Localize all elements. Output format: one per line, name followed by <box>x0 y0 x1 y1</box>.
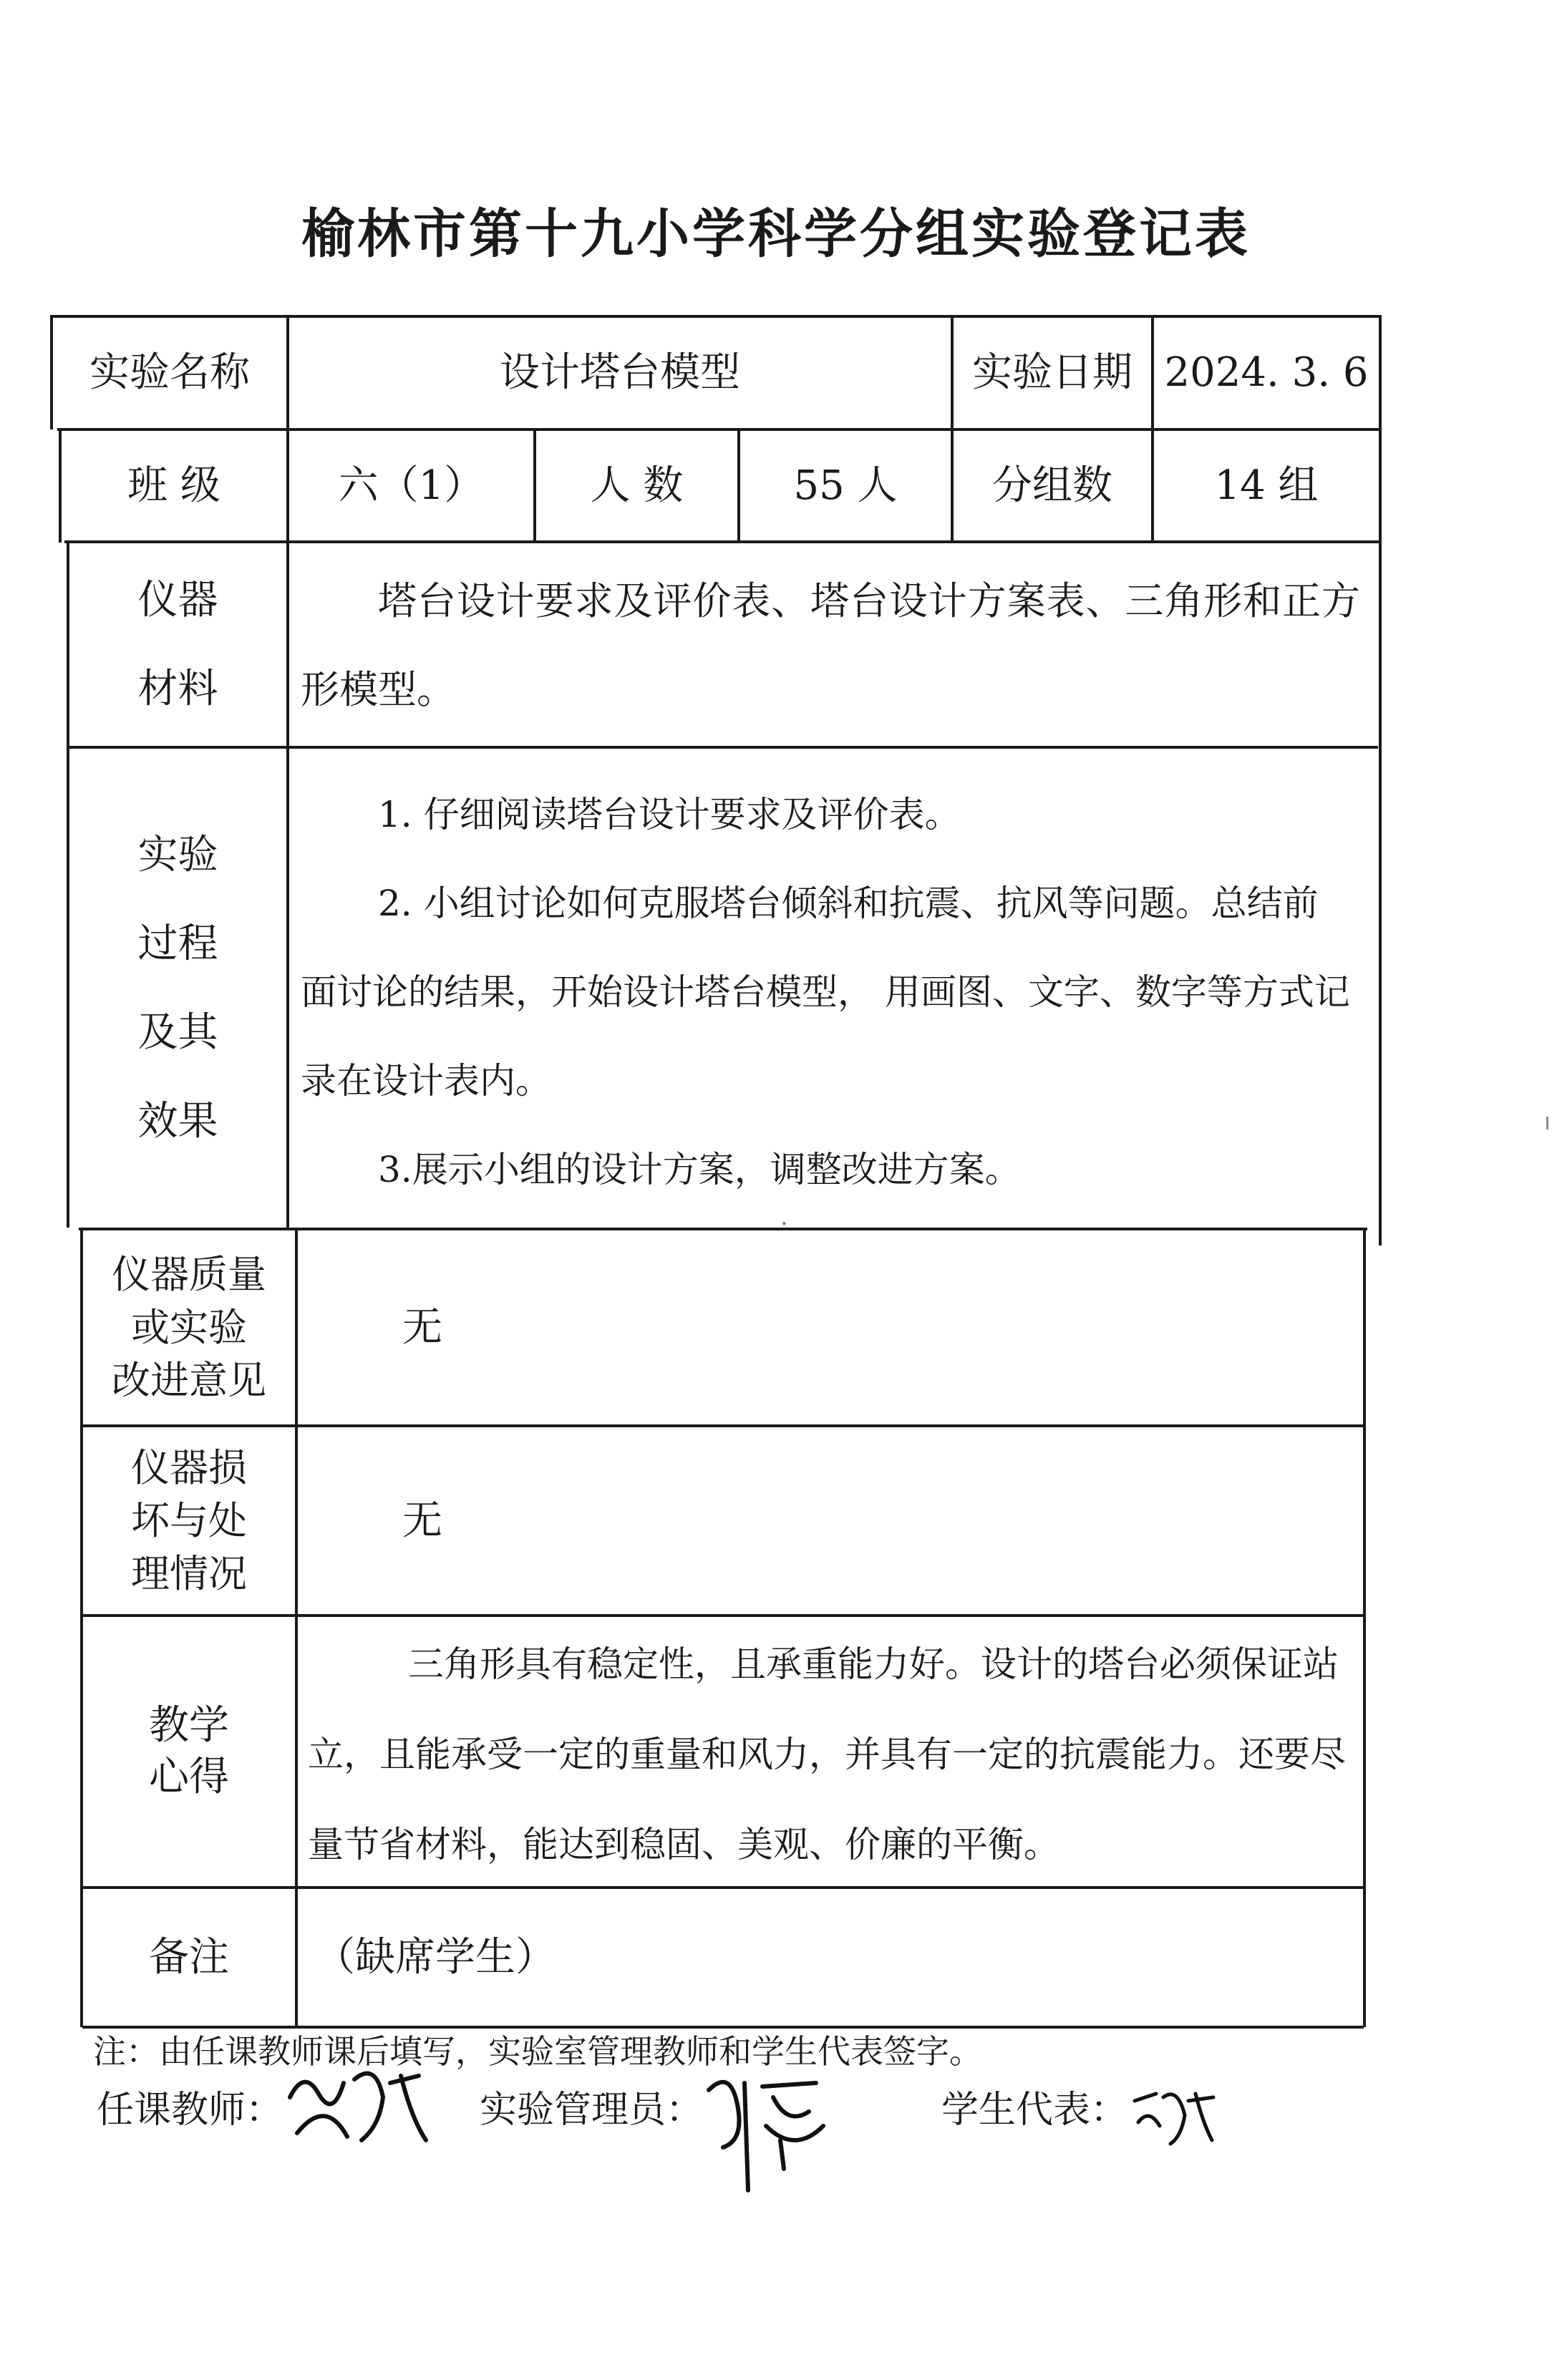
group-count-label: 分组数 <box>992 462 1112 509</box>
reflection-text: 三角形具有稳定性，且承重能力好。设计的塔台必须保证站立，且能承受一定的重量和风力，并具有一定的抗震能力。还要尽量节省材料，能达到稳固、美观、价廉的平衡。 <box>308 1643 1346 1865</box>
process-label-line: 实验 <box>137 831 218 878</box>
student-count-label: 人 数 <box>590 462 684 509</box>
class-label: 班 级 <box>127 462 220 509</box>
admin-signature-stroke <box>709 2082 823 2190</box>
process-label-line: 过程 <box>137 920 218 967</box>
group-count-value: 14 组 <box>1214 462 1319 509</box>
damage-label-line: 理情况 <box>131 1550 247 1596</box>
reflection-label-line: 教学 <box>149 1702 229 1749</box>
materials-text: 塔台设计要求及评价表、塔台设计方案表、三角形和正方形模型。 <box>301 578 1360 712</box>
class-value: 六（1） <box>338 462 485 509</box>
damage-label <box>83 1427 295 1614</box>
process-step: 3.展示小组的设计方案，调整改进方案。 <box>378 1149 1021 1190</box>
process-label <box>69 749 286 1228</box>
scan-edge-mark <box>1546 1117 1548 1130</box>
process-label-line: 及其 <box>137 1009 218 1056</box>
materials-label-line: 仪器 <box>137 576 218 623</box>
experiment-date-value: 2024. 3. 6 <box>1164 349 1369 396</box>
remarks-label: 备注 <box>149 1933 229 1981</box>
quality-label-line: 改进意见 <box>112 1357 266 1403</box>
remarks-value: （缺席学生） <box>315 1933 556 1981</box>
process-text <box>301 770 1353 1214</box>
reflection-label <box>83 1617 295 1886</box>
teacher-signature <box>276 2054 440 2155</box>
footnote: 注：由任课教师课后填写，实验室管理教师和学生代表签字。 <box>93 2032 982 2071</box>
reflection-label-line: 心得 <box>149 1754 229 1800</box>
quality-label <box>83 1230 295 1424</box>
process-step: 1. 仔细阅读塔台设计要求及评价表。 <box>378 794 961 835</box>
page-title: 榆林市第十九小学科学分组实验登记表 <box>301 203 1251 265</box>
damage-label-line: 坏与处 <box>131 1497 247 1543</box>
experiment-name-label: 实验名称 <box>89 349 250 396</box>
quality-value: 无 <box>402 1303 442 1351</box>
student-signature-stroke <box>1135 2094 1213 2144</box>
quality-label-line: 或实验 <box>131 1304 247 1350</box>
student-signature-label: 学生代表： <box>941 2089 1128 2132</box>
damage-label-line: 仪器损 <box>131 1444 247 1490</box>
damage-value: 无 <box>402 1497 442 1544</box>
scan-speck: · <box>780 1210 788 1238</box>
admin-signature-label: 实验管理员： <box>480 2089 704 2132</box>
admin-signature <box>694 2054 838 2197</box>
student-count-value: 55 人 <box>793 462 898 509</box>
table-border-right <box>1379 315 1382 1245</box>
experiment-date-label: 实验日期 <box>972 349 1133 396</box>
process-step: 2. 小组讨论如何克服塔台倾斜和抗震、抗风等问题。总结前面讨论的结果，开始设计塔台模型， 用画图、文字、数字等方式记录在设计表内。 <box>301 883 1350 1102</box>
student-signature <box>1127 2079 1221 2151</box>
teacher-signature-stroke <box>290 2074 426 2140</box>
quality-label-line: 仪器质量 <box>112 1251 266 1297</box>
table-border-right <box>1363 1228 1366 2027</box>
teacher-signature-label: 任课教师： <box>97 2089 283 2132</box>
process-label-line: 效果 <box>137 1097 218 1145</box>
materials-label <box>69 543 286 746</box>
experiment-name-value: 设计塔台模型 <box>500 349 740 396</box>
label-column-divider <box>295 1228 298 2027</box>
materials-label-line: 材料 <box>137 665 218 712</box>
